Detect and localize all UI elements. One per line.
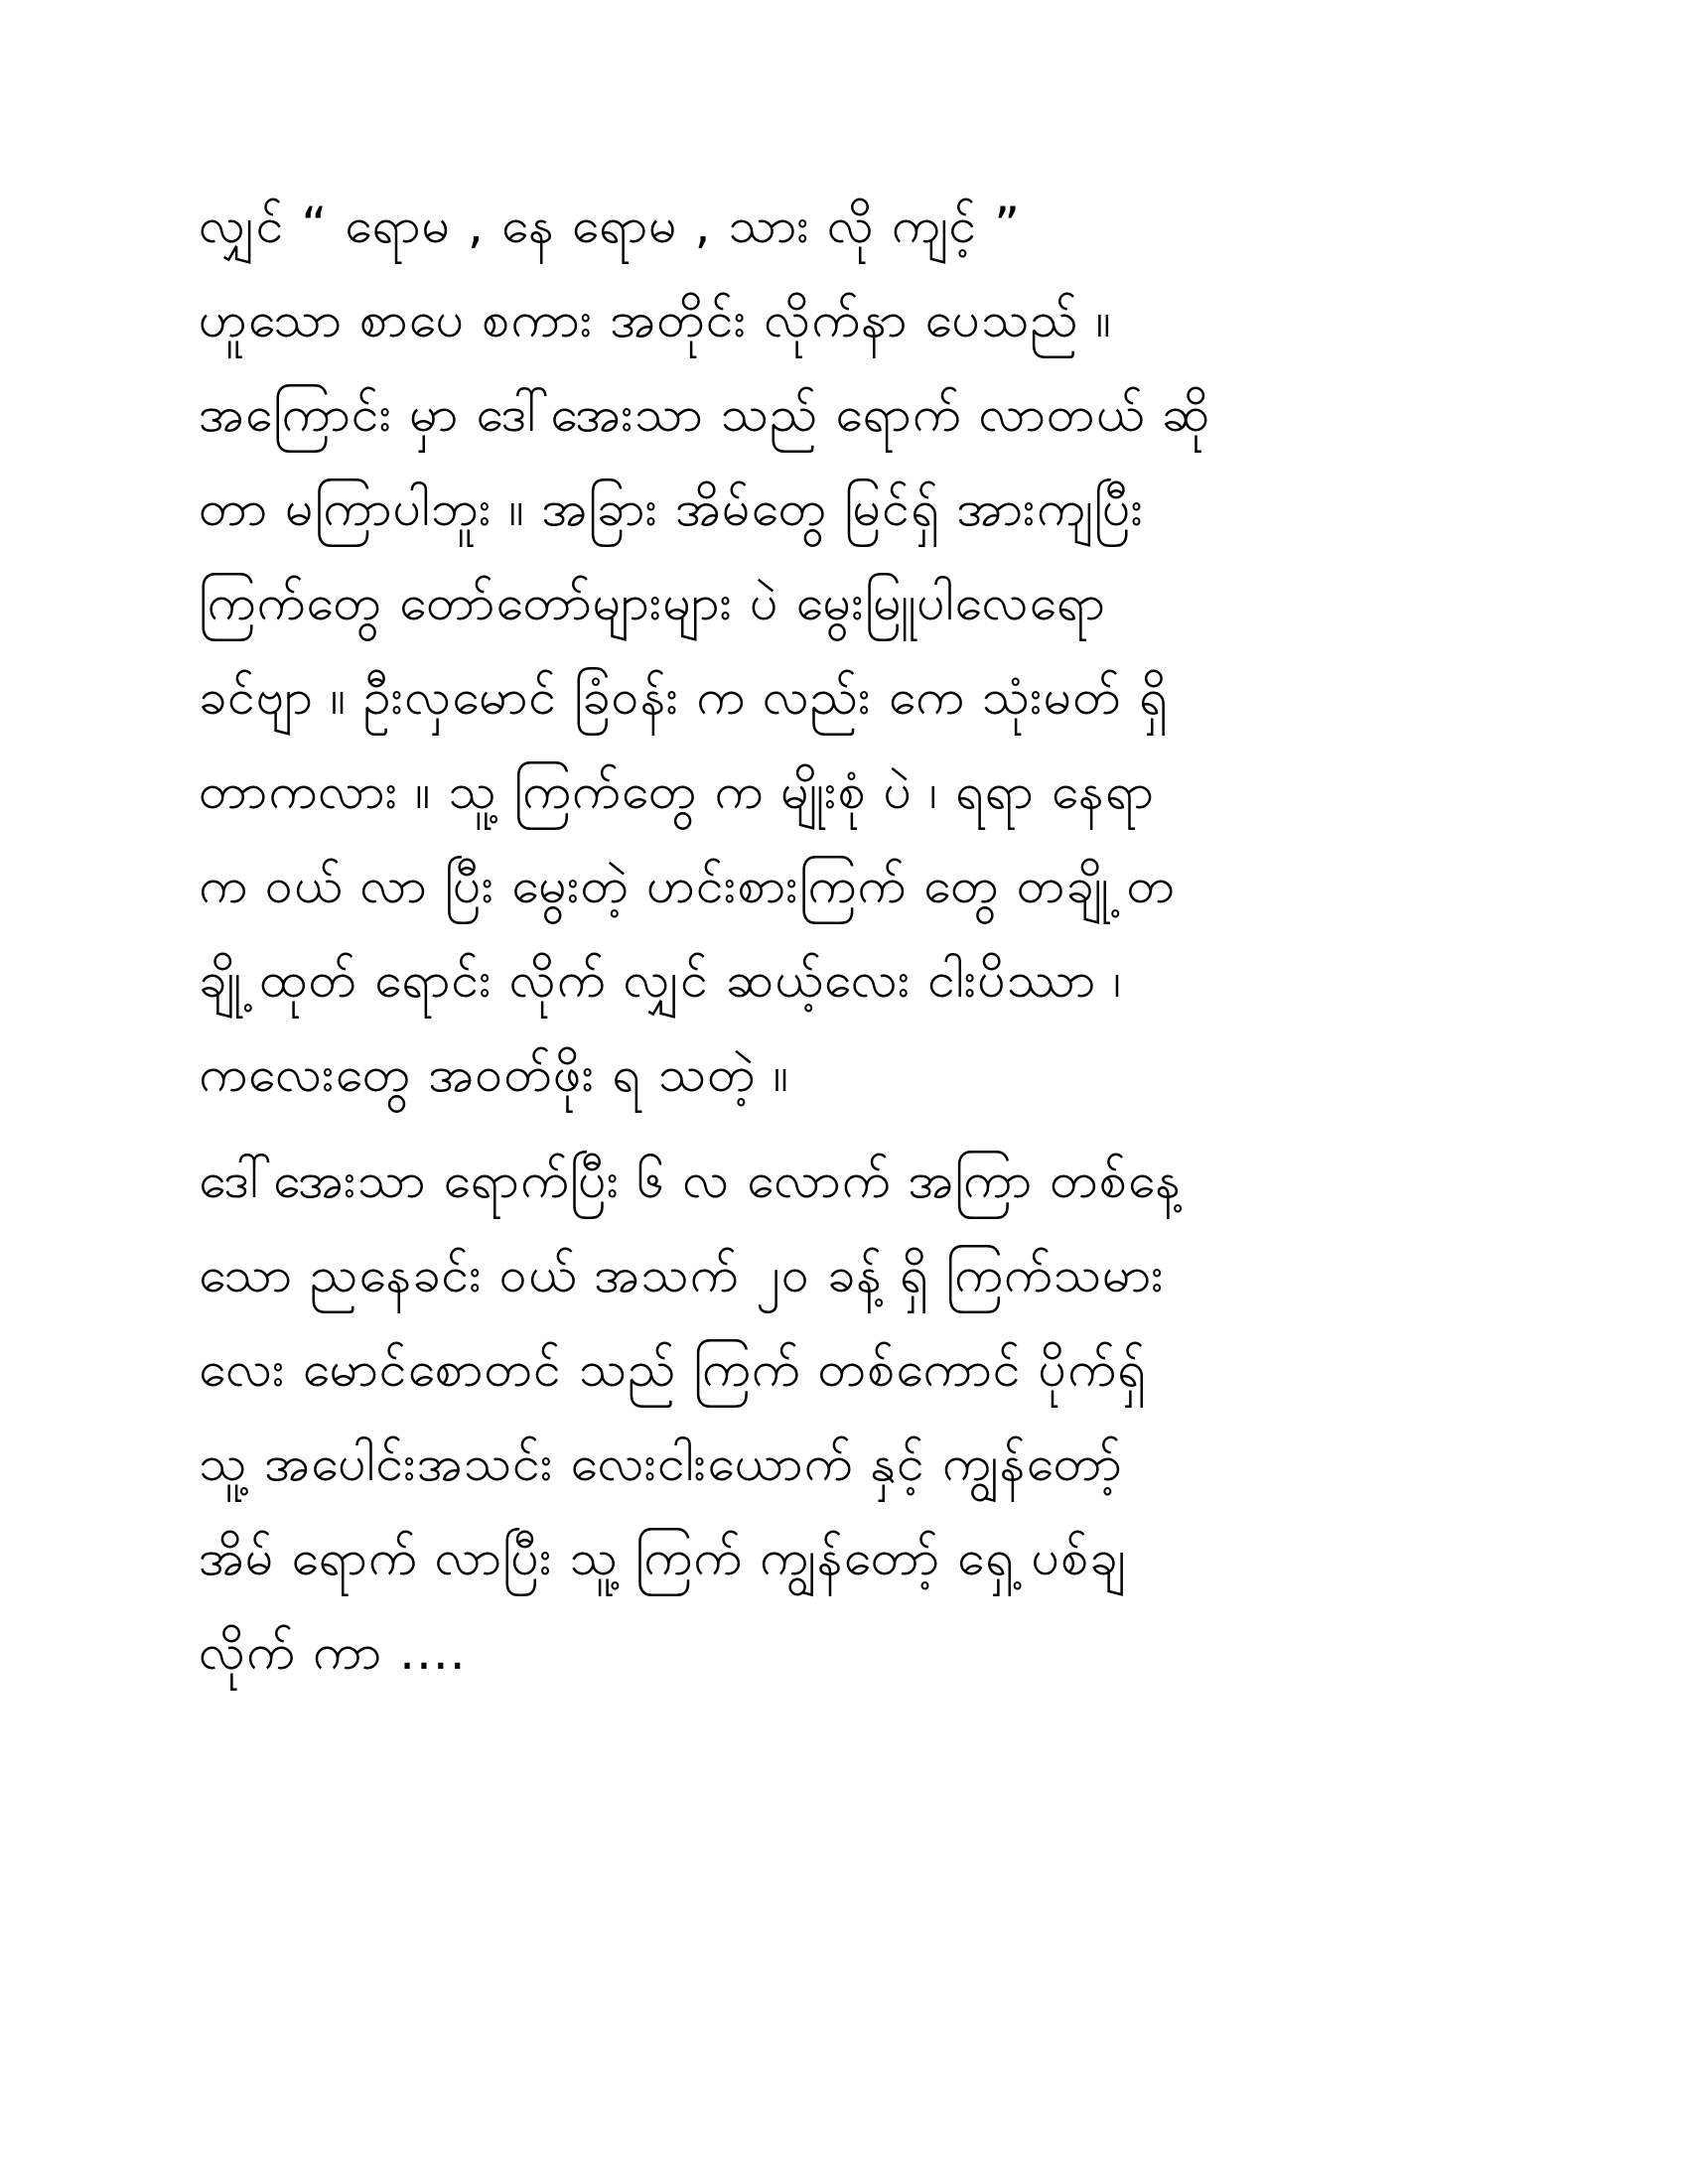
paragraph [199,179,1489,1122]
text-line: ခင်ဗျာ ။ ဦးလှမောင် ခြံဝန်း က လည်း ကေ သုံးမတ် ရှိ [199,668,1169,726]
text-line: လိုက် ကာ .... [199,1623,467,1681]
text-line: သူ့ အပေါင်းအသင်း လေးငါးယောက် နှင့် ကျွန်တော့် [199,1434,1123,1492]
text-line: လျှင် “ ရောမ , နေ ရောမ , သား လို ကျင့် ” [199,197,1022,254]
text-line: တာကလား ။ သူ့ ကြက်တွေ က မျိုးစုံ ပဲ ၊ ရရာ နေရာ [199,762,1155,820]
text-line: တာ မကြာပါဘူး ။ အခြား အိမ်တွေ မြင်ရှ် အားကျပြီး [199,479,1145,537]
text-line: ချို့ ထုတ် ရောင်း လိုက် လျှင် ဆယ့်လေး ငါးပိဿာ ၊ [199,951,1123,1009]
text-line: က ဝယ် လာ ပြီး မွေးတဲ့ ဟင်းစားကြက် တွေ တချို့ တ [199,857,1177,914]
text-line: ကြက်တွေ တော်တော်များများ ပဲ မွေးမြူပါလေရော [199,574,1106,631]
text-line: ဒေါ်အေးသာ ရောက်ပြီး ၆ လ လောက် အကြာ တစ်နေ့ [199,1152,1182,1209]
paragraph [199,1134,1489,1700]
text-line: ကလေးတွေ အဝတ်ဖိုး ရ သတဲ့ ။ [199,1045,789,1103]
text-line: သော ညနေခင်း ဝယ် အသက် ၂၀ ခန့် ရှိ ကြက်သမား [199,1246,1165,1303]
text-line: လေး မောင်စောတင် သည် ကြက် တစ်ကောင် ပိုက်ရှ် [199,1340,1147,1398]
body-text [199,179,1489,1711]
text-line: ဟူသော စာပေ စကား အတိုင်း လိုက်နာ ပေသည် ။ [199,291,1112,348]
text-line: အိမ် ရောက် လာပြီး သူ့ ကြက် ကျွန်တော့် ရှေ့ ပစ်ချ [199,1529,1127,1586]
text-line: အကြောင်း မှာ ဒေါ်အေးသာ သည် ရောက် လာတယ် ဆို [199,385,1211,443]
